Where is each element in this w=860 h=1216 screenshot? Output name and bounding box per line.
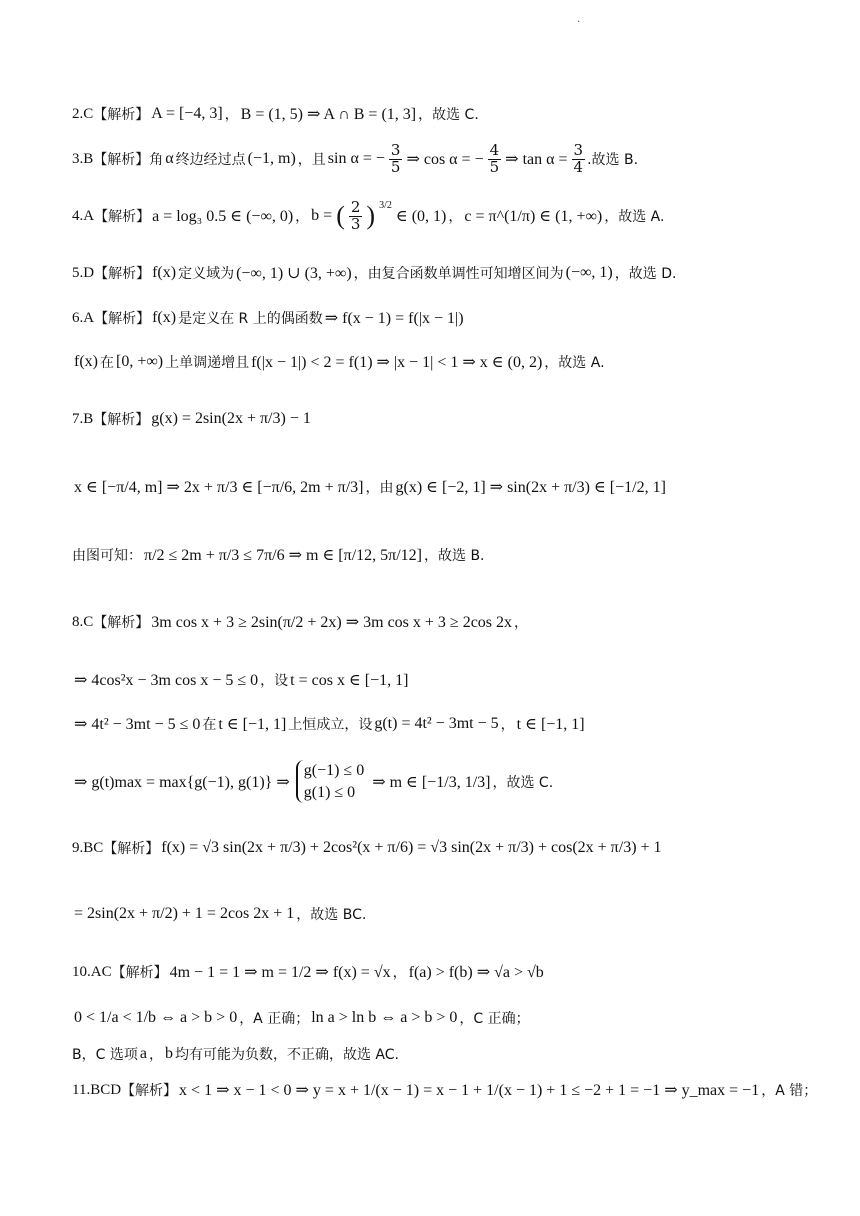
text: 均有可能为负数，不正确，故选 AC. (174, 1047, 399, 1063)
conclusion: ，故选 C. (492, 774, 554, 791)
denominator: 4 (573, 157, 584, 176)
formula: ⇒ cos α = − (406, 151, 484, 169)
formula: f(x) (74, 353, 98, 370)
solution-5 (72, 263, 676, 283)
solution-8-step3 (72, 714, 587, 734)
solution-10-step2 (72, 1008, 530, 1028)
formula: ⇒ g(t)max = max{g(−1), g(1)} ⇒ (74, 773, 290, 791)
formula: 4m − 1 = 1 ⇒ m = 1/2 ⇒ f(x) = √x (169, 964, 391, 981)
denominator: 5 (489, 157, 500, 176)
conclusion: ，故选 B. (424, 548, 485, 564)
exponent: 3/2 (379, 200, 392, 211)
question-number: 10.AC (72, 963, 112, 980)
analysis-tag: 【解析】 (94, 209, 151, 226)
solution-6-continued (72, 352, 605, 372)
formula: g(t) = 4t² − 3mt − 5 (374, 715, 499, 732)
formula: t ∈ [−1, 1] (516, 716, 585, 733)
formula: B = (1, 5) ⇒ A ∩ B = (1, 3] (240, 106, 417, 123)
formula: ln a > ln b ⇔ a > b > 0 (311, 1009, 458, 1026)
formula: t = cos x ∈ [−1, 1] (290, 672, 409, 689)
formula: a = log₃ 0.5 ∈ (−∞, 0) (152, 208, 294, 226)
text: B，C 选项 (72, 1047, 138, 1063)
formula: g(x) = 2sin(2x + π/3) − 1 (151, 410, 311, 427)
formula: x ∈ [−π/4, m] ⇒ 2x + π/3 ∈ [−π/6, 2m + π/3] (74, 479, 364, 496)
separator: ， (448, 209, 463, 226)
solution-8-step4 (72, 760, 553, 803)
conclusion: ，故选 D. (614, 266, 677, 282)
solution-7-continued (72, 477, 668, 497)
formula: ⇒ f(x − 1) = f(|x − 1|) (324, 310, 464, 327)
solution-10 (72, 962, 546, 982)
analysis-tag: 【解析】 (93, 615, 150, 631)
fraction (389, 143, 403, 176)
formula: t ∈ [−1, 1] (218, 716, 287, 733)
analysis-tag: 【解析】 (93, 152, 150, 169)
conclusion: ，故选 BC. (296, 907, 367, 923)
text: 上恒成立，设 (288, 717, 373, 733)
question-number: 4.A (72, 207, 95, 224)
conclusion: ，故选 A. (604, 209, 665, 226)
analysis-tag: 【解析】 (93, 107, 150, 123)
numerator: 3 (390, 141, 401, 159)
formula: A = [−4, 3] (151, 105, 223, 122)
text: ，由 (365, 480, 394, 496)
formula: sin α = − (327, 150, 385, 168)
solution-8-step2 (72, 670, 410, 690)
formula: ⇒ 4cos²x − 3m cos x − 5 ≤ 0 (74, 672, 259, 689)
formula: (−∞, 1) ∪ (3, +∞) (236, 265, 352, 282)
solution-9 (72, 838, 664, 858)
text: 定义域为 (178, 266, 235, 282)
text: 终边经过点 (175, 152, 246, 169)
question-number: 11.BCD (72, 1081, 122, 1098)
denominator: 5 (390, 157, 401, 176)
text: ，且 (297, 152, 326, 169)
conclusion: ，故选 A. (544, 355, 605, 371)
numerator: 3 (573, 141, 584, 159)
formula: = 2sin(2x + π/2) + 1 = 2cos 2x + 1 (74, 905, 295, 922)
analysis-tag: 【解析】 (94, 266, 151, 282)
solution-7-conclusion (72, 545, 485, 565)
system-row: g(1) ≤ 0 (303, 783, 356, 801)
formula: π/2 ≤ 2m + π/3 ≤ 7π/6 ⇒ m ∈ [π/12, 5π/12] (144, 547, 422, 564)
conclusion: ，A 错； (761, 1083, 818, 1099)
formula: b (164, 1045, 173, 1062)
numerator: 4 (489, 141, 500, 159)
solution-6 (72, 308, 466, 328)
text: 在 (202, 717, 217, 733)
conclusion: ，故选 C. (418, 107, 479, 123)
analysis-tag: 【解析】 (121, 1083, 178, 1099)
inequality-system (296, 760, 366, 803)
fraction (488, 143, 502, 176)
header-dot: . (577, 14, 581, 25)
question-number: 9.BC (72, 839, 104, 856)
separator: ， (514, 615, 529, 631)
text: ， (148, 1047, 163, 1063)
solution-3 (72, 143, 638, 176)
formula: f(|x − 1|) < 2 = f(1) ⇒ |x − 1| < 1 ⇒ x ∈ (0, 2) (251, 354, 543, 371)
formula: ∈ (0, 1) (395, 208, 447, 226)
fraction (349, 200, 363, 233)
analysis-tag: 【解析】 (94, 311, 151, 327)
text: 在 (99, 355, 114, 371)
formula: f(x) = √3 sin(2x + π/3) + 2cos²(x + π/6) = √3 sin(2x + π/3) + cos(2x + π/3) + 1 (161, 839, 662, 856)
solution-7 (72, 409, 313, 429)
formula: 3m cos x + 3 ≥ 2sin(π/2 + 2x) ⇒ 3m cos x + 3 ≥ 2cos 2x (151, 614, 513, 631)
formula: c = π^(1/π) ∈ (1, +∞) (464, 208, 603, 226)
formula: α (165, 150, 174, 168)
question-number: 8.C (72, 613, 94, 630)
solution-9-continued (72, 904, 366, 924)
paren: ) (366, 201, 376, 231)
analysis-tag: 【解析】 (111, 965, 168, 981)
formula: f(x) (152, 309, 177, 326)
formula: g(x) ∈ [−2, 1] ⇒ sin(2x + π/3) ∈ [−1/2, 1] (395, 479, 666, 496)
paren: ( (336, 201, 345, 231)
formula: [0, +∞) (115, 353, 164, 370)
solution-4 (72, 200, 664, 233)
question-number: 2.C (72, 105, 94, 122)
question-number: 5.D (72, 264, 95, 281)
question-number: 7.B (72, 410, 94, 427)
question-number: 3.B (72, 150, 94, 167)
text: ，A 正确； (239, 1011, 310, 1027)
solution-8 (72, 612, 528, 632)
formula: (−∞, 1) (565, 264, 613, 281)
separator: ， (500, 717, 515, 733)
question-number: 6.A (72, 309, 95, 326)
formula: f(a) > f(b) ⇒ √a > √b (408, 964, 544, 981)
analysis-tag: 【解析】 (93, 412, 150, 428)
text: ，设 (260, 673, 289, 689)
separator: ， (295, 209, 310, 226)
fraction (572, 143, 586, 176)
text: ，C 正确； (459, 1011, 530, 1027)
formula: b = (311, 207, 333, 225)
formula: a (139, 1045, 147, 1062)
analysis-tag: 【解析】 (103, 841, 160, 857)
formula: ⇒ m ∈ [−1/3, 1/3] (372, 773, 491, 791)
formula: 0 < 1/a < 1/b ⇔ a > b > 0 (74, 1009, 238, 1026)
text: 上单调递增且 (165, 355, 250, 371)
formula: x < 1 ⇒ x − 1 < 0 ⇒ y = x + 1/(x − 1) = x − 1 + 1/(x − 1) + 1 ≤ −2 + 1 = −1 ⇒ y_max = −1 (179, 1082, 760, 1099)
formula: ⇒ 4t² − 3mt − 5 ≤ 0 (74, 716, 201, 733)
solution-10-step3 (72, 1044, 399, 1064)
text: 是定义在 R 上的偶函数 (178, 311, 323, 327)
separator: ， (392, 965, 407, 981)
separator: ， (224, 107, 239, 123)
conclusion: .故选 B. (587, 152, 639, 169)
numerator: 2 (350, 198, 361, 216)
text: 角 (149, 152, 164, 169)
system-row: g(−1) ≤ 0 (303, 762, 365, 779)
formula: ⇒ tan α = (505, 151, 568, 169)
text: 由图可知： (72, 548, 142, 564)
text: ，由复合函数单调性可知增区间为 (353, 266, 564, 282)
formula: f(x) (152, 264, 177, 281)
denominator: 3 (350, 214, 361, 233)
solution-11 (72, 1080, 817, 1100)
formula: (−1, m) (247, 150, 296, 168)
solution-2 (72, 104, 479, 124)
